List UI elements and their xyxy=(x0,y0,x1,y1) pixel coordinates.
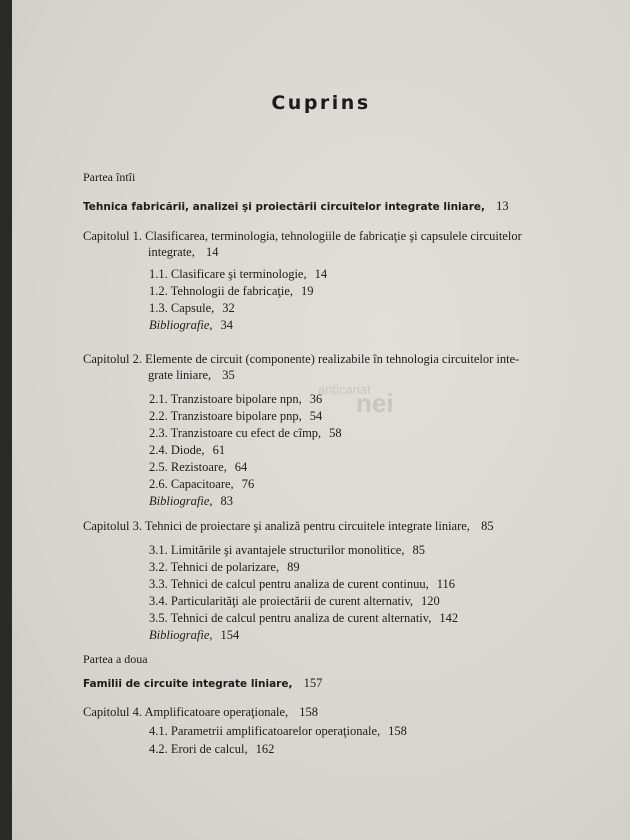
toc-entry-label: 1.2. Tehnologii de fabricaţie, xyxy=(149,284,293,298)
watermark-brand: nei xyxy=(356,388,394,418)
toc-entry xyxy=(149,284,314,298)
chapter-title-tail: grate liniare, xyxy=(148,368,212,382)
toc-entry-label: 2.6. Capacitoare, xyxy=(149,477,234,491)
chapter-title-text: Capitolul 3. Tehnici de proiectare şi analiză pentru circuitele integrate liniare, xyxy=(83,519,470,533)
page-number: 89 xyxy=(287,560,300,574)
page-number: 116 xyxy=(436,577,455,591)
page-number: 19 xyxy=(301,284,314,298)
toc-entry xyxy=(149,392,322,406)
toc-entry xyxy=(149,742,274,756)
page-number: 157 xyxy=(303,676,323,690)
book-page xyxy=(12,0,630,840)
toc-entry xyxy=(149,594,440,608)
page-number: 162 xyxy=(255,742,275,756)
part-label: Partea întîi xyxy=(83,170,136,184)
page-number: 76 xyxy=(241,477,255,491)
part-heading xyxy=(83,199,509,214)
chapter-title-continued xyxy=(148,245,218,259)
toc-entry-label: 3.1. Limitările şi avantajele structurilor monolitice, xyxy=(149,543,405,557)
page-number: 120 xyxy=(421,594,440,608)
page-number: 32 xyxy=(222,301,235,315)
page-number: 61 xyxy=(212,443,226,457)
toc-entry xyxy=(149,301,235,315)
toc-entry-label: 1.1. Clasificare şi terminologie, xyxy=(149,267,307,281)
page-number: 54 xyxy=(309,409,323,423)
page-number: 85 xyxy=(481,519,494,533)
page-number: 83 xyxy=(220,494,234,508)
chapter-title xyxy=(83,705,318,719)
chapter-title xyxy=(83,519,494,533)
toc-entry xyxy=(149,543,425,557)
toc-entry-label: 4.2. Erori de calcul, xyxy=(149,742,248,756)
toc-entry-label: 3.3. Tehnici de calcul pentru analiza de curent continuu, xyxy=(149,577,429,591)
toc-entry xyxy=(149,426,342,440)
page-number: 14 xyxy=(314,267,328,281)
toc-entry-label: 2.3. Tranzistoare cu efect de cîmp, xyxy=(149,426,322,440)
page-number: 154 xyxy=(220,628,240,642)
toc-entry-label: 3.5. Tehnici de calcul pentru analiza de curent alternativ, xyxy=(149,611,432,625)
toc-entry-label: 2.5. Rezistoare, xyxy=(149,460,227,474)
toc-entry-label: 3.4. Particularităţi ale proiectării de curent alternativ, xyxy=(149,594,414,608)
toc-entry xyxy=(149,460,247,474)
toc-entry xyxy=(149,724,407,738)
toc-entry xyxy=(149,443,225,457)
page-number: 35 xyxy=(222,368,235,382)
watermark-text: anticariat xyxy=(318,382,371,397)
chapter-title-text: Capitolul 4. Amplificatoare operaţionale, xyxy=(83,705,289,719)
toc-entry-label: 2.1. Tranzistoare bipolare npn, xyxy=(149,392,302,406)
page-title: Cuprins xyxy=(271,92,371,114)
toc-entry-label: Bibliografie, xyxy=(149,318,213,332)
page-number: 58 xyxy=(329,426,342,440)
part-label: Partea a doua xyxy=(83,652,148,666)
page-number: 142 xyxy=(439,611,459,625)
chapter-title-tail: integrate, xyxy=(148,245,195,259)
page-number: 36 xyxy=(309,392,323,406)
part-heading-text: Tehnica fabricării, analizei şi proiectării circuitelor integrate liniare, xyxy=(83,201,486,213)
page-number: 85 xyxy=(412,543,425,557)
toc-entry xyxy=(149,494,233,508)
page-number: 64 xyxy=(234,460,248,474)
toc-entry xyxy=(149,409,322,423)
toc-entry-label: 1.3. Capsule, xyxy=(149,301,215,315)
toc-entry-label: Bibliografie, xyxy=(149,494,213,508)
page-number: 13 xyxy=(496,199,509,213)
toc-entry-label: 2.4. Diode, xyxy=(149,443,205,457)
toc-entry xyxy=(149,477,254,491)
toc-entry xyxy=(149,611,458,625)
toc-entry-label: Bibliografie, xyxy=(149,628,213,642)
toc-entry xyxy=(149,577,455,591)
part-heading-text: Familii de circuite integrate liniare, xyxy=(83,678,293,690)
chapter-title: Capitolul 1. Clasificarea, terminologia, tehnologiile de fabricaţie şi capsulele circuitelor xyxy=(83,229,522,243)
toc-entry xyxy=(149,318,233,332)
page-number: 158 xyxy=(299,705,319,719)
toc-entry xyxy=(149,628,239,642)
page-number: 158 xyxy=(388,724,407,738)
toc-entry-label: 3.2. Tehnici de polarizare, xyxy=(149,560,280,574)
toc-entry xyxy=(149,560,300,574)
chapter-title-continued xyxy=(148,368,235,382)
page-number: 14 xyxy=(205,245,219,259)
toc-entry-label: 2.2. Tranzistoare bipolare pnp, xyxy=(149,409,302,423)
toc-entry-label: 4.1. Parametrii amplificatoarelor operaţionale, xyxy=(149,724,381,738)
toc-entry xyxy=(149,267,327,281)
part-heading xyxy=(83,676,322,691)
page-number: 34 xyxy=(220,318,234,332)
chapter-title: Capitolul 2. Elemente de circuit (componente) realizabile în tehnologia circuitelor inte- xyxy=(83,352,520,366)
